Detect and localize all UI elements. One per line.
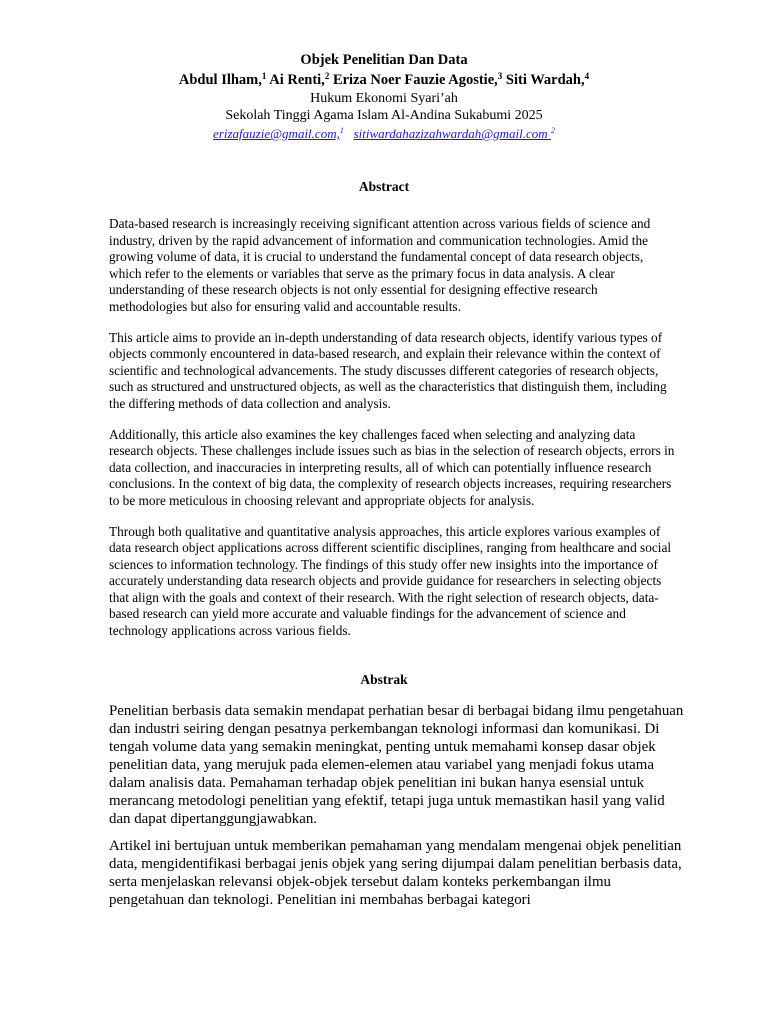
paper-title: Objek Penelitian Dan Data [300, 52, 468, 68]
abstract-indonesian [109, 702, 684, 917]
author-marker: 4 [584, 71, 590, 81]
abstrak-paragraph: Artikel ini bertujuan untuk memberikan pemahaman yang mendalam mengenai objek penelitian data, mengidentifikasi berbagai jenis objek yang sering dijumpai dalam penelitian berbasis data, serta menjelaskan relevansi objek-objek tersebut dalam konteks perkembangan ilmu pengetahuan dan teknologi. Penelitian ini membahas berbagai kategori [109, 837, 682, 908]
email-list [0, 125, 768, 142]
abstract-paragraph: This article aims to provide an in-depth understanding of data research objects, identify various types of objects commonly encountered in data-based research, and explain their relevance within the context of scientific and technological advancements. The study discusses different categories of research objects, such as structured and unstructured objects, as well as the characteristics that distinguish them, including the differing methods of data collection and analysis. [109, 329, 667, 411]
author-marker: 2 [324, 71, 330, 81]
email-link[interactable]: erizafauzie@gmail.com, [213, 126, 340, 141]
author-list [0, 70, 768, 90]
abstrak-paragraph: Penelitian berbasis data semakin mendapat perhatian besar di berbagai bidang ilmu pengetahuan dan industri seiring dengan pesatnya perkembangan teknologi informasi dan komunikasi. Di tengah volume data yang semakin meningkat, penting untuk memahami konsep dasar objek penelitian data, yang merujuk pada elemen-elemen atau variabel yang menjadi fokus utama dalam analisis data. Pemahaman terhadap objek penelitian ini bukan hanya esensial untuk merancang metodologi penelitian yang efektif, tetapi juga untuk memastikan hasil yang valid dan dapat dipertanggungjawabkan. [109, 703, 684, 827]
affiliation-institution: Sekolah Tinggi Agama Islam Al-Andina Sukabumi 2025 [225, 108, 543, 123]
author-name: Eriza Noer Fauzie Agostie, [332, 72, 498, 88]
author-name: Siti Wardah, [505, 72, 585, 88]
email-marker: 1 [339, 126, 344, 135]
author-name: Ai Renti, [269, 72, 325, 88]
abstract-paragraph: Additionally, this article also examines the key challenges faced when selecting and analyzing data research objects. These challenges include issues such as bias in the selection of research objects, errors in data collection, and inaccuracies in interpreting results, all of which can potentially influence research conclusions. In the context of big data, the complexity of research objects increases, requiring researchers to be more meticulous in choosing relevant and appropriate objects for analysis. [109, 426, 675, 508]
email-link[interactable]: sitiwardahazizahwardah@gmail.com [353, 126, 551, 141]
abstract-english [109, 216, 679, 654]
author-marker: 3 [497, 71, 503, 81]
abstrak-heading: Abstrak [360, 672, 408, 687]
author-marker: 1 [261, 71, 267, 81]
abstract-heading: Abstract [358, 179, 410, 194]
author-name: Abdul Ilham, [178, 72, 262, 88]
paper-header [0, 50, 768, 142]
abstract-paragraph: Through both qualitative and quantitative analysis approaches, this article explores various examples of data research object applications across different scientific disciplines, ranging from healthcare and social sciences to information technology. The findings of this study offer new insights into the importance of accurately understanding data research objects and provide guidance for researchers in selecting objects that align with the goals and context of their research. With the right selection of research objects, data-based research can yield more accurate and valuable findings for the advancement of science and technology applications across various fields. [109, 523, 672, 638]
email-marker: 2 [550, 126, 555, 135]
affiliation-program: Hukum Ekonomi Syari’ah [310, 91, 458, 106]
abstract-paragraph: Data-based research is increasingly receiving significant attention across various fields of science and industry, driven by the rapid advancement of information and communication technologies. Amid the growing volume of data, it is crucial to understand the fundamental concept of data research objects, which refer to the elements or variables that serve as the primary focus in data analysis. A clear understanding of these research objects is not only essential for designing effective research methodologies but also for ensuring valid and accountable results. [109, 216, 651, 314]
